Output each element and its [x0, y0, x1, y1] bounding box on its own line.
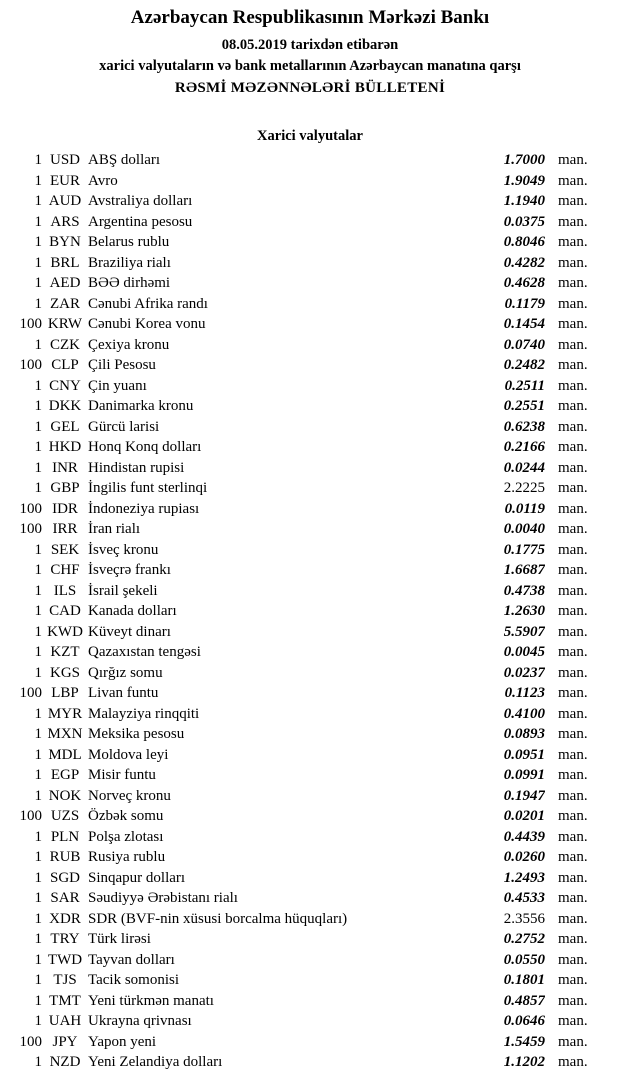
currency-code-cell: GEL [50, 418, 80, 435]
effective-date-line: 08.05.2019 tarixdən etibarən [221, 37, 399, 53]
currency-code-cell: EUR [50, 172, 80, 189]
currency-code-cell: KGS [49, 664, 80, 681]
table-row [0, 909, 620, 930]
currency-name-cell: SDR (BVF-nin xüsusi borcalma hüquqları) [88, 910, 348, 927]
currency-code-cell: MYR [47, 705, 83, 722]
unit-cell: man. [558, 849, 588, 865]
quantity-cell: 1 [34, 295, 42, 312]
rate-cell: 0.0991 [503, 767, 545, 783]
rate-cell: 0.0040 [503, 521, 545, 537]
quantity-cell: 1 [34, 869, 42, 886]
unit-cell: man. [558, 951, 588, 968]
currency-name-cell: İsrail şekeli [88, 582, 158, 599]
currency-code-cell: TMT [49, 992, 81, 1009]
quantity-cell: 1 [34, 1054, 42, 1070]
table-row [0, 171, 620, 192]
rate-cell: 0.4439 [503, 828, 545, 845]
table-row [0, 355, 620, 376]
rate-cell: 0.4282 [503, 254, 545, 271]
currency-name-cell: Çin yuanı [88, 377, 147, 394]
unit-cell: man. [558, 377, 588, 394]
unit-cell: man. [558, 521, 588, 537]
quantity-cell: 1 [34, 213, 42, 230]
rate-cell: 1.6687 [503, 562, 545, 578]
unit-cell: man. [558, 439, 588, 455]
table-row [0, 888, 620, 909]
currency-name-cell: Yapon yeni [88, 1033, 157, 1050]
currency-name-cell: Avro [88, 172, 118, 189]
table-row [0, 417, 620, 438]
quantity-cell: 1 [34, 459, 42, 476]
rate-cell: 0.0119 [504, 500, 545, 517]
table-row [0, 232, 620, 253]
rate-cell: 1.7000 [503, 152, 545, 168]
table-row [0, 622, 620, 643]
rates-table [0, 150, 620, 1073]
unit-cell: man. [558, 357, 588, 373]
currency-name-cell: Malayziya rinqqiti [88, 705, 200, 722]
quantity-cell: 100 [19, 316, 42, 332]
quantity-cell: 1 [34, 582, 42, 599]
rate-cell: 0.2752 [503, 931, 545, 947]
unit-cell: man. [558, 746, 588, 763]
currency-code-cell: SEK [50, 541, 80, 558]
table-row [0, 253, 620, 274]
rate-cell: 0.0237 [503, 664, 545, 681]
table-row [0, 827, 620, 848]
table-row [0, 581, 620, 602]
rate-cell: 0.1947 [503, 787, 545, 804]
table-row [0, 499, 620, 520]
table-row [0, 847, 620, 868]
table-row [0, 806, 620, 827]
currency-name-cell: Küveyt dinarı [88, 623, 171, 640]
document-subtitle: xarici valyutaların və bank metallarının Azərbaycan manatına qarşı [99, 58, 521, 74]
quantity-cell: 1 [34, 951, 42, 968]
quantity-cell: 1 [34, 152, 42, 168]
quantity-cell: 100 [19, 521, 42, 537]
unit-cell: man. [558, 213, 588, 230]
currency-name-cell: Cənubi Korea vonu [88, 316, 206, 332]
currency-code-cell: EGP [50, 767, 80, 783]
unit-cell: man. [558, 972, 588, 988]
currency-name-cell: Kanada dolları [88, 603, 177, 619]
unit-cell: man. [558, 398, 588, 414]
currency-code-cell: RUB [49, 849, 81, 865]
currency-code-cell: DKK [48, 398, 82, 414]
unit-cell: man. [558, 664, 588, 681]
document-header [0, 0, 620, 97]
currency-code-cell: PLN [50, 828, 80, 845]
currency-name-cell: İran rialı [88, 521, 141, 537]
currency-name-cell: Hindistan rupisi [88, 459, 185, 476]
quantity-cell: 1 [34, 418, 42, 435]
rate-cell: 0.0045 [503, 644, 545, 660]
bank-title: Azərbaycan Respublikasının Mərkəzi Bankı [130, 7, 490, 28]
unit-cell: man. [558, 869, 588, 886]
rate-cell: 2.3556 [503, 910, 545, 927]
unit-cell: man. [558, 931, 588, 947]
currency-name-cell: İsveç kronu [88, 541, 159, 558]
unit-cell: man. [558, 316, 588, 332]
table-row [0, 396, 620, 417]
table-row [0, 642, 620, 663]
table-row [0, 786, 620, 807]
currency-code-cell: ARS [50, 213, 80, 230]
rate-cell: 0.0646 [503, 1013, 545, 1029]
currency-code-cell: TRY [50, 931, 80, 947]
currency-code-cell: MXN [47, 726, 83, 742]
table-row [0, 294, 620, 315]
currency-code-cell: CLP [51, 357, 79, 373]
unit-cell: man. [558, 336, 588, 353]
currency-name-cell: Belarus rublu [88, 234, 170, 250]
currency-name-cell: Çili Pesosu [88, 357, 156, 373]
table-row [0, 765, 620, 786]
currency-code-cell: KRW [47, 316, 83, 332]
table-row [0, 1011, 620, 1032]
quantity-cell: 1 [34, 644, 42, 660]
currency-name-cell: Tayvan dolları [88, 951, 175, 968]
currency-name-cell: Gürcü larisi [88, 418, 160, 435]
unit-cell: man. [558, 459, 588, 476]
quantity-cell: 1 [34, 972, 42, 988]
currency-code-cell: NZD [49, 1054, 81, 1070]
unit-cell: man. [558, 1013, 588, 1029]
rate-cell: 0.1775 [503, 541, 545, 558]
quantity-cell: 1 [34, 439, 42, 455]
currency-name-cell: Cənubi Afrika randı [88, 295, 208, 312]
rate-cell: 1.1202 [503, 1054, 545, 1070]
currency-code-cell: UZS [50, 808, 80, 824]
currency-name-cell: Danimarka kronu [88, 398, 194, 414]
quantity-cell: 1 [34, 705, 42, 722]
currency-name-cell: Moldova leyi [88, 746, 169, 763]
unit-cell: man. [558, 418, 588, 435]
rate-cell: 0.0951 [503, 746, 545, 763]
quantity-cell: 1 [34, 1013, 42, 1029]
rate-cell: 0.1123 [504, 685, 545, 701]
currency-code-cell: LBP [51, 685, 79, 701]
rate-cell: 0.4100 [503, 705, 545, 722]
unit-cell: man. [558, 500, 588, 517]
currency-name-cell: Braziliya rialı [88, 254, 171, 271]
currency-code-cell: CZK [50, 336, 80, 353]
currency-name-cell: Qazaxıstan tengəsi [88, 644, 201, 660]
rate-cell: 0.0260 [503, 849, 545, 865]
currency-name-cell: Yeni Zelandiya dolları [88, 1054, 223, 1070]
currency-code-cell: CHF [50, 562, 80, 578]
currency-code-cell: USD [49, 152, 80, 168]
unit-cell: man. [558, 910, 588, 927]
currency-code-cell: SGD [49, 869, 80, 886]
currency-name-cell: Polşa zlotası [88, 828, 164, 845]
quantity-cell: 1 [34, 828, 42, 845]
currency-code-cell: MDL [48, 746, 82, 763]
section-title-foreign-currencies: Xarici valyutalar [257, 128, 363, 144]
table-row [0, 745, 620, 766]
rate-cell: 0.2166 [503, 439, 545, 455]
unit-cell: man. [558, 726, 588, 742]
table-row [0, 212, 620, 233]
unit-cell: man. [558, 193, 588, 209]
unit-cell: man. [558, 603, 588, 619]
currency-code-cell: JPY [52, 1033, 78, 1050]
rate-cell: 0.0244 [503, 459, 545, 476]
quantity-cell: 1 [34, 398, 42, 414]
rate-cell: 0.2482 [503, 357, 545, 373]
currency-name-cell: Çexiya kronu [88, 336, 170, 353]
currency-code-cell: ILS [53, 582, 77, 599]
table-row [0, 540, 620, 561]
currency-name-cell: Qırğız somu [88, 664, 163, 681]
bulletin-title: RƏSMİ MƏZƏNNƏLƏRİ BÜLLETENİ [174, 80, 446, 96]
unit-cell: man. [558, 1033, 588, 1050]
rate-cell: 0.8046 [503, 234, 545, 250]
rate-cell: 0.4738 [503, 582, 545, 599]
currency-code-cell: KZT [50, 644, 80, 660]
table-row [0, 273, 620, 294]
unit-cell: man. [558, 541, 588, 558]
quantity-cell: 1 [34, 623, 42, 640]
currency-name-cell: BƏƏ dirhəmi [88, 275, 171, 291]
unit-cell: man. [558, 808, 588, 824]
table-row [0, 314, 620, 335]
quantity-cell: 1 [34, 992, 42, 1009]
currency-code-cell: BRL [50, 254, 80, 271]
currency-name-cell: Türk lirəsi [88, 931, 151, 947]
unit-cell: man. [558, 992, 588, 1009]
currency-code-cell: TJS [53, 972, 77, 988]
quantity-cell: 1 [34, 172, 42, 189]
rate-cell: 1.9049 [503, 172, 545, 189]
currency-name-cell: Yeni türkmən manatı [88, 992, 214, 1009]
table-row [0, 519, 620, 540]
currency-code-cell: HKD [48, 439, 82, 455]
table-row [0, 191, 620, 212]
quantity-cell: 1 [34, 746, 42, 763]
quantity-cell: 1 [34, 254, 42, 271]
currency-name-cell: İngilis funt sterlinqi [88, 480, 208, 496]
currency-name-cell: Meksika pesosu [88, 726, 185, 742]
rate-cell: 0.1801 [503, 972, 545, 988]
currency-name-cell: Honq Konq dolları [88, 439, 202, 455]
unit-cell: man. [558, 480, 588, 496]
rate-cell: 2.2225 [503, 480, 545, 496]
currency-name-cell: Livan funtu [88, 685, 159, 701]
currency-name-cell: Sinqapur dolları [88, 869, 186, 886]
currency-name-cell: İsveçrə frankı [88, 562, 171, 578]
rate-cell: 0.0201 [503, 808, 545, 824]
currency-name-cell: Özbək somu [88, 808, 164, 824]
currency-code-cell: TWD [47, 951, 83, 968]
table-row [0, 704, 620, 725]
quantity-cell: 1 [34, 767, 42, 783]
currency-name-cell: Norveç kronu [88, 787, 171, 804]
rate-cell: 0.4533 [503, 890, 545, 906]
currency-code-cell: GBP [50, 480, 80, 496]
unit-cell: man. [558, 295, 588, 312]
quantity-cell: 1 [34, 890, 42, 906]
unit-cell: man. [558, 234, 588, 250]
quantity-cell: 100 [19, 1033, 42, 1050]
rate-cell: 1.1940 [503, 193, 545, 209]
table-row [0, 376, 620, 397]
quantity-cell: 1 [34, 275, 42, 291]
currency-code-cell: CAD [49, 603, 81, 619]
rate-cell: 1.2493 [503, 869, 545, 886]
currency-name-cell: Misir funtu [88, 767, 156, 783]
unit-cell: man. [558, 172, 588, 189]
unit-cell: man. [558, 582, 588, 599]
currency-name-cell: ABŞ dolları [88, 152, 161, 168]
quantity-cell: 100 [19, 357, 42, 373]
currency-name-cell: İndoneziya rupiası [88, 500, 200, 517]
quantity-cell: 100 [19, 685, 42, 701]
quantity-cell: 1 [34, 910, 42, 927]
unit-cell: man. [558, 685, 588, 701]
table-row [0, 478, 620, 499]
table-row [0, 663, 620, 684]
currency-name-cell: Avstraliya dolları [88, 193, 193, 209]
table-row [0, 335, 620, 356]
unit-cell: man. [558, 767, 588, 783]
quantity-cell: 1 [34, 377, 42, 394]
table-row [0, 970, 620, 991]
currency-code-cell: UAH [48, 1013, 82, 1029]
table-row [0, 437, 620, 458]
rate-cell: 1.2630 [503, 603, 545, 619]
currency-name-cell: Tacik somonisi [88, 972, 180, 988]
unit-cell: man. [558, 1054, 588, 1070]
unit-cell: man. [558, 152, 588, 168]
currency-code-cell: XDR [49, 910, 81, 927]
table-row [0, 150, 620, 171]
table-row [0, 1032, 620, 1053]
currency-name-cell: Rusiya rublu [88, 849, 166, 865]
table-row [0, 724, 620, 745]
rate-cell: 0.1454 [503, 316, 545, 332]
rate-cell: 0.0375 [503, 213, 545, 230]
unit-cell: man. [558, 254, 588, 271]
currency-code-cell: KWD [47, 623, 83, 640]
currency-code-cell: NOK [48, 787, 82, 804]
unit-cell: man. [558, 275, 588, 291]
currency-name-cell: Ukrayna qrivnası [88, 1013, 192, 1029]
rate-cell: 0.0550 [503, 951, 545, 968]
table-row [0, 1052, 620, 1073]
unit-cell: man. [558, 787, 588, 804]
quantity-cell: 1 [34, 603, 42, 619]
table-row [0, 929, 620, 950]
currency-code-cell: IDR [52, 500, 78, 517]
unit-cell: man. [558, 623, 588, 640]
currency-name-cell: Argentina pesosu [88, 213, 193, 230]
quantity-cell: 1 [34, 480, 42, 496]
unit-cell: man. [558, 562, 588, 578]
rate-cell: 0.2551 [503, 398, 545, 414]
currency-code-cell: INR [52, 459, 78, 476]
rate-cell: 5.5907 [503, 623, 545, 640]
unit-cell: man. [558, 644, 588, 660]
quantity-cell: 1 [34, 664, 42, 681]
rate-cell: 0.2511 [504, 377, 545, 394]
table-row [0, 458, 620, 479]
quantity-cell: 100 [19, 808, 42, 824]
rate-cell: 0.4628 [503, 275, 545, 291]
table-row [0, 991, 620, 1012]
quantity-cell: 100 [19, 500, 42, 517]
currency-code-cell: SAR [50, 890, 80, 906]
quantity-cell: 1 [34, 726, 42, 742]
table-row [0, 560, 620, 581]
currency-code-cell: IRR [52, 521, 78, 537]
currency-name-cell: Səudiyyə Ərəbistanı rialı [88, 890, 238, 906]
table-row [0, 683, 620, 704]
unit-cell: man. [558, 828, 588, 845]
table-row [0, 868, 620, 889]
rate-cell: 0.0740 [503, 336, 545, 353]
unit-cell: man. [558, 705, 588, 722]
quantity-cell: 1 [34, 234, 42, 250]
quantity-cell: 1 [34, 849, 42, 865]
quantity-cell: 1 [34, 336, 42, 353]
rate-cell: 0.0893 [503, 726, 545, 742]
table-row [0, 950, 620, 971]
quantity-cell: 1 [34, 931, 42, 947]
currency-code-cell: ZAR [50, 295, 80, 312]
quantity-cell: 1 [34, 541, 42, 558]
rate-cell: 0.6238 [503, 418, 545, 435]
rate-cell: 0.1179 [504, 295, 545, 312]
unit-cell: man. [558, 890, 588, 906]
currency-code-cell: AED [49, 275, 81, 291]
currency-code-cell: BYN [49, 234, 81, 250]
quantity-cell: 1 [34, 562, 42, 578]
table-row [0, 601, 620, 622]
rate-cell: 1.5459 [503, 1033, 545, 1050]
quantity-cell: 1 [34, 787, 42, 804]
rate-cell: 0.4857 [503, 992, 545, 1009]
currency-code-cell: CNY [49, 377, 81, 394]
currency-code-cell: AUD [48, 193, 82, 209]
quantity-cell: 1 [34, 193, 42, 209]
